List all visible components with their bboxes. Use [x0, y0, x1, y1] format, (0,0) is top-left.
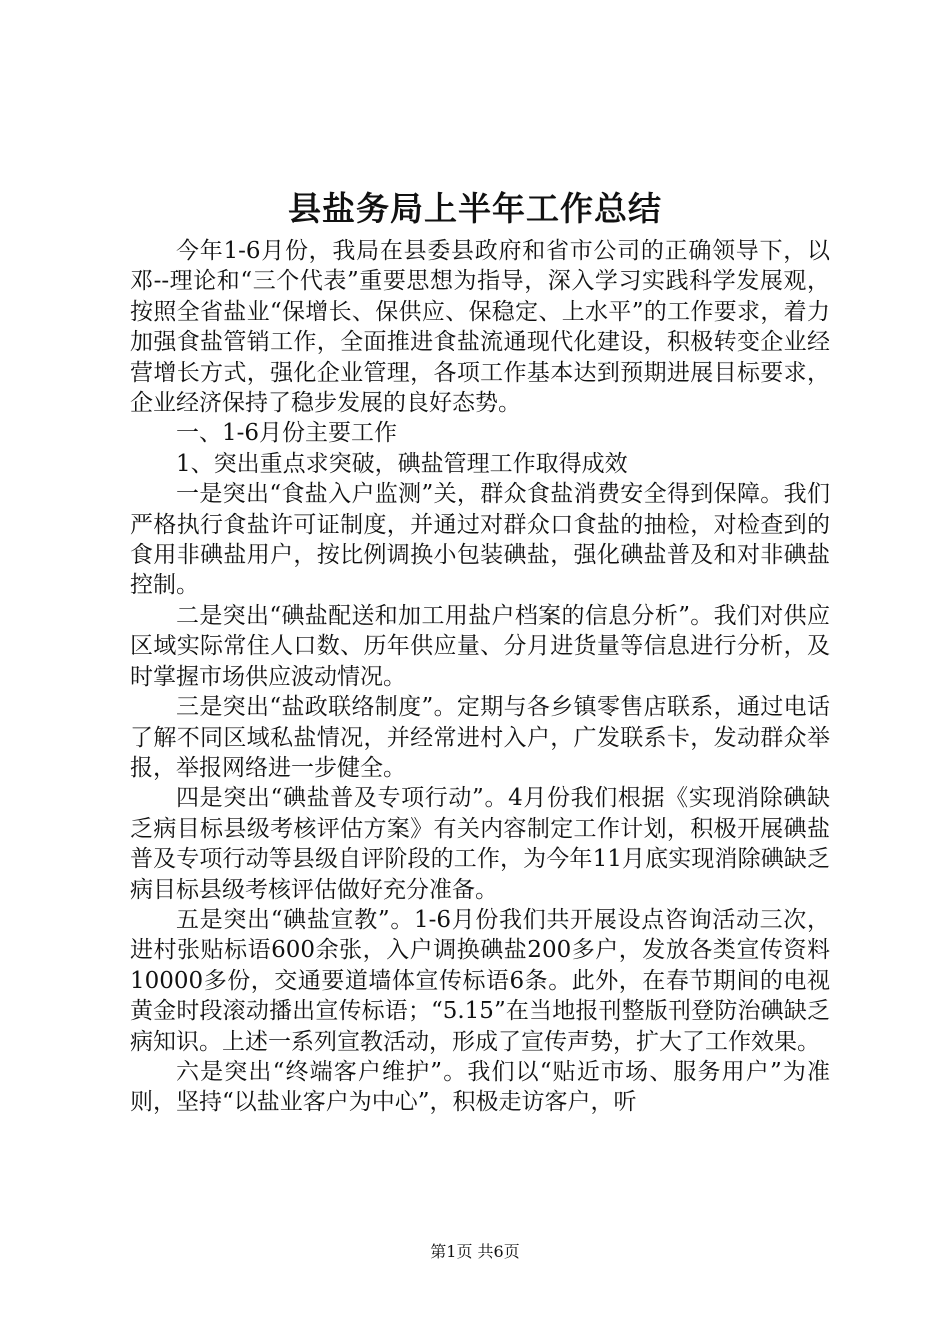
paragraph-item-3: 三是突出“盐政联络制度”。定期与各乡镇零售店联系，通过电话了解不同区域私盐情况，并经常进村入户，广发联系卡，发动群众举报，举报网络进一步健全。	[130, 694, 830, 781]
subsection-heading: 1、突出重点求突破，碘盐管理工作取得成效	[176, 450, 628, 477]
page-footer: 第1页 共6页	[430, 1242, 520, 1261]
paragraph-item-5: 五是突出“碘盐宣教”。1-6月份我们共开展设点咨询活动三次，进村张贴标语600余张，入户调换碘盐200多户，发放各类宣传资料10000多份，交通要道墙体宣传标语6条。此外，在春节期间的电视黄金时段滚动播出宣传标语；“5.15”在当地报刊整版刊登防治碘缺乏病知识。上述一系列宣教活动，形成了宣传声势，扩大了工作效果。	[130, 906, 830, 1055]
paragraph-item-4: 四是突出“碘盐普及专项行动”。4月份我们根据《实现消除碘缺乏病目标县级考核评估方案》有关内容制定工作计划，积极开展碘盐普及专项行动等县级自评阶段的工作，为今年11月底实现消除碘缺乏病目标县级考核评估做好充分准备。	[130, 785, 830, 903]
document-title: 县盐务局上半年工作总结	[288, 189, 662, 228]
section-heading: 一、1-6月份主要工作	[176, 420, 398, 447]
paragraph-item-1: 一是突出“食盐入户监测”关，群众食盐消费安全得到保障。我们严格执行食盐许可证制度，并通过对群众口食盐的抽检，对检查到的食用非碘盐用户，按比例调换小包装碘盐，强化碘盐普及和对非碘盐控制。	[130, 481, 830, 599]
document-body	[130, 236, 830, 1118]
paragraph-item-2: 二是突出“碘盐配送和加工用盐户档案的信息分析”。我们对供应区域实际常住人口数、历年供应量、分月进货量等信息进行分析，及时掌握市场供应波动情况。	[130, 602, 830, 690]
paragraph-item-6: 六是突出“终端客户维护”。我们以“贴近市场、服务用户”为准则，坚持“以盐业客户为中心”，积极走访客户，听	[130, 1058, 830, 1116]
paragraph-intro: 今年1-6月份，我局在县委县政府和省市公司的正确领导下，以邓--理论和“三个代表”重要思想为指导，深入学习实践科学发展观，按照全省盐业“保增长、保供应、保稳定、上水平”的工作要求，着力加强食盐管销工作，全面推进食盐流通现代化建设，积极转变企业经营增长方式，强化企业管理，各项工作基本达到预期进展目标要求，企业经济保持了稳步发展的良好态势。	[130, 238, 830, 417]
